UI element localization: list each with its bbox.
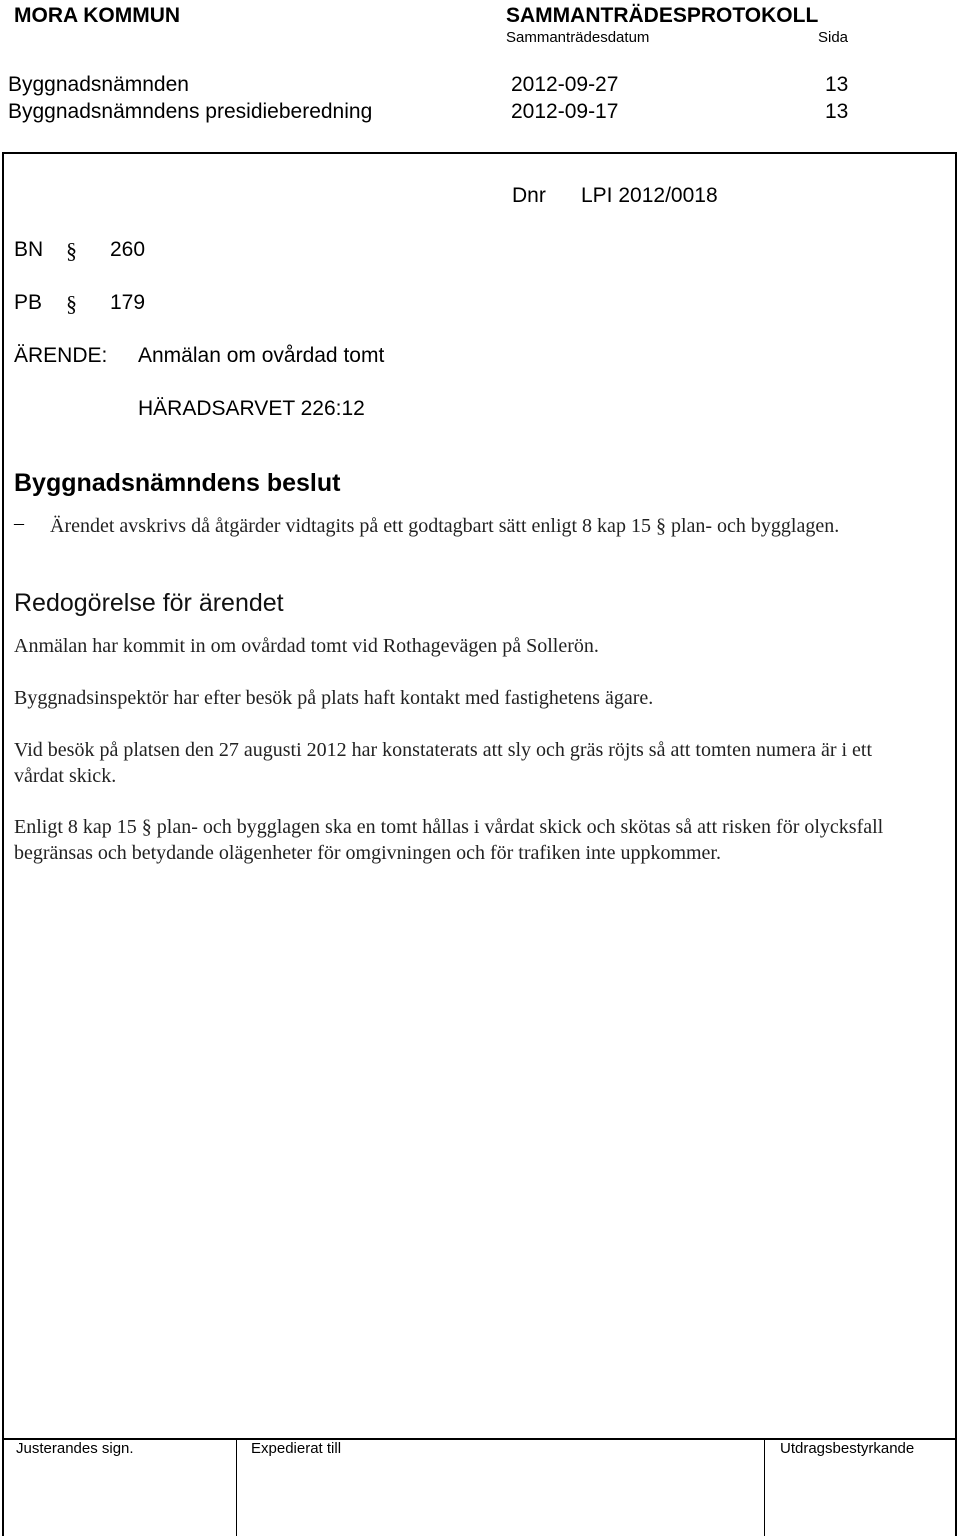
committee-name: Byggnadsnämnden (8, 73, 189, 96)
paragraph-label-pb: PB (14, 291, 43, 314)
presidium-meeting-date: 2012-09-17 (511, 100, 619, 123)
footer-signed-by: Justerandes sign. (16, 1440, 134, 1457)
dnr-value: LPI 2012/0018 (581, 184, 718, 207)
property-designation: HÄRADSARVET 226:12 (138, 397, 365, 420)
account-heading: Redogörelse för ärendet (14, 589, 284, 617)
decision-heading: Byggnadsnämndens beslut (14, 469, 341, 497)
presidium-name: Byggnadsnämndens presidieberedning (8, 100, 373, 123)
decision-text: Ärendet avskrivs då åtgärder vidtagits på ett godtagbart sätt enligt 8 kap 15 § plan- och bygglagen. (50, 515, 840, 537)
committee-meeting-date: 2012-09-27 (511, 73, 619, 96)
section-sign: § (66, 291, 77, 316)
section-sign: § (66, 238, 77, 263)
page-label: Sida (818, 29, 849, 46)
dnr-label: Dnr (512, 184, 546, 207)
paragraph-label-bn: BN (14, 238, 44, 261)
account-paragraph: Enligt 8 kap 15 § plan- och bygglagen ska en tomt hållas i vårdat skick och skötas så att risken för olycksfall begränsas och betydande olägenheter för omgivningen och för trafiken inte uppkommer. (14, 816, 884, 864)
account-paragraph: Vid besök på platsen den 27 augusti 2012 har konstaterats att sly och gräs röjts så att tomten numera är i ett vårdat skick. (14, 739, 873, 787)
account-paragraph: Anmälan har kommit in om ovårdad tomt vid Rothagevägen på Sollerön. (14, 635, 599, 657)
footer-column-divider (764, 1438, 765, 1536)
footer-certified: Utdragsbestyrkande (780, 1440, 915, 1457)
committee-page-number: 13 (825, 73, 849, 96)
paragraph-number-bn: 260 (110, 238, 146, 261)
case-title: Anmälan om ovårdad tomt (138, 344, 385, 367)
bullet-dash: – (14, 512, 24, 534)
presidium-page-number: 13 (825, 100, 849, 123)
paragraph-number-pb: 179 (110, 291, 146, 314)
organization-name: MORA KOMMUN (14, 4, 181, 27)
footer-column-divider (236, 1438, 237, 1536)
case-label: ÄRENDE: (14, 344, 108, 367)
account-paragraph: Byggnadsinspektör har efter besök på plats haft kontakt med fastighetens ägare. (14, 687, 654, 709)
meeting-date-label: Sammanträdesdatum (506, 29, 650, 46)
footer-sent-to: Expedierat till (251, 1440, 342, 1457)
document-type: SAMMANTRÄDESPROTOKOLL (506, 4, 819, 27)
